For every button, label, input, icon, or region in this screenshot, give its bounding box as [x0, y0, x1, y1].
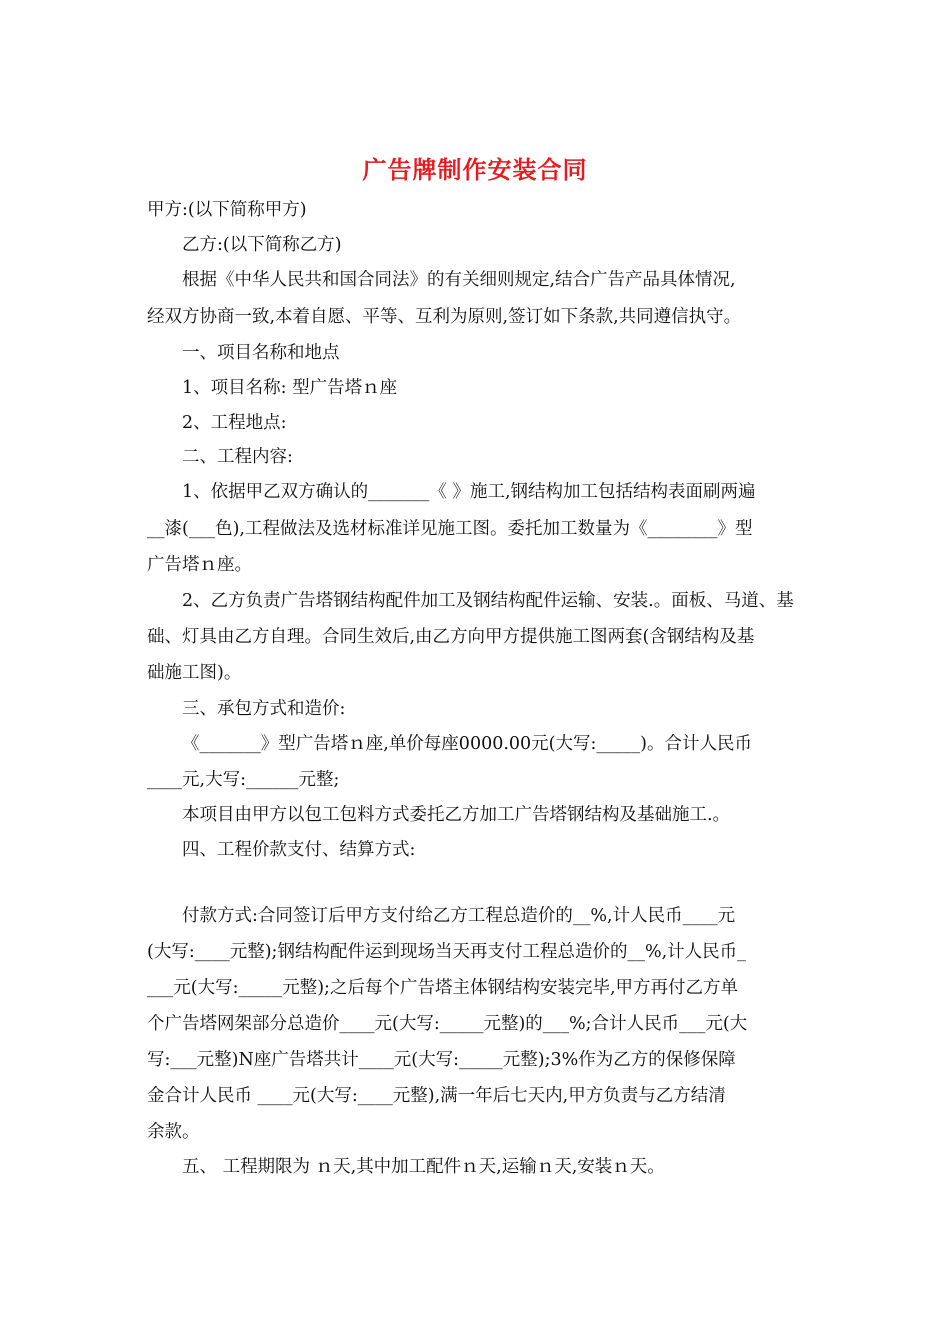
text-line: 个广告塔网架部分总造价____元(大写:_____元整)的___%;合计人民币___元(大 — [147, 1014, 748, 1034]
text-line: 广告塔ｎ座。 — [147, 555, 252, 575]
section-heading: 四、工程价款支付、结算方式: — [182, 840, 416, 860]
text-line: 础施工图)。 — [147, 663, 242, 683]
section-heading: 二、工程内容: — [182, 447, 293, 467]
text-line: 1、依据甲乙双方确认的_______《 》施工,钢结构加工包括结构表面刷两遍 — [182, 482, 756, 502]
text-line: ____元,大写:______元整; — [147, 770, 340, 790]
text-line: 2、乙方负责广告塔钢结构配件加工及钢结构配件运输、安装.。面板、马道、基 — [182, 591, 794, 611]
text-line: 1、项目名称: 型广告塔ｎ座 — [182, 378, 398, 398]
text-line: ___元(大写:_____元整);之后每个广告塔主体钢结构安装完毕,甲方再付乙方单 — [147, 978, 739, 998]
text-line: 余款。 — [147, 1122, 200, 1142]
section-heading: 五、 工程期限为 ｎ天,其中加工配件ｎ天,运输ｎ天,安装ｎ天。 — [182, 1157, 665, 1177]
section-heading: 三、承包方式和造价: — [182, 699, 346, 719]
text-line: 经双方协商一致,本着自愿、平等、互利为原则,签订如下条款,共同遵信执守。 — [147, 307, 742, 327]
text-line: 本项目由甲方以包工包料方式委托乙方加工广告塔钢结构及基础施工.。 — [182, 805, 731, 825]
text-line: 付款方式:合同签订后甲方支付给乙方工程总造价的__%,计人民币____元 — [182, 906, 736, 926]
text-line: 金合计人民币 ____元(大写:____元整),满一年后七天内,甲方负责与乙方结清 — [147, 1086, 726, 1106]
text-line: 乙方:(以下简称乙方) — [182, 235, 342, 255]
text-line: __漆(___色),工程做法及选材标准详见施工图。委托加工数量为《________》型 — [147, 519, 753, 539]
text-line: (大写:____元整);钢结构配件运到现场当天再支付工程总造价的__%,计人民币_ — [147, 942, 746, 962]
text-line: 《_______》型广告塔ｎ座,单价每座0000.00元(大写:_____)。合计人民币 — [182, 734, 752, 754]
document-title: 广告牌制作安装合同 — [362, 156, 588, 184]
text-line: 甲方:(以下简称甲方) — [147, 200, 307, 220]
text-line: 根据《中华人民共和国合同法》的有关细则规定,结合广告产品具体情况, — [182, 270, 736, 290]
text-line: 2、工程地点: — [182, 413, 287, 433]
text-line: 础、灯具由乙方自理。合同生效后,由乙方向甲方提供施工图两套(含钢结构及基 — [147, 627, 755, 647]
text-line: 写:___元整)N座广告塔共计____元(大写:_____元整);3%作为乙方的保修保障 — [147, 1050, 736, 1070]
section-heading: 一、项目名称和地点 — [182, 343, 340, 363]
